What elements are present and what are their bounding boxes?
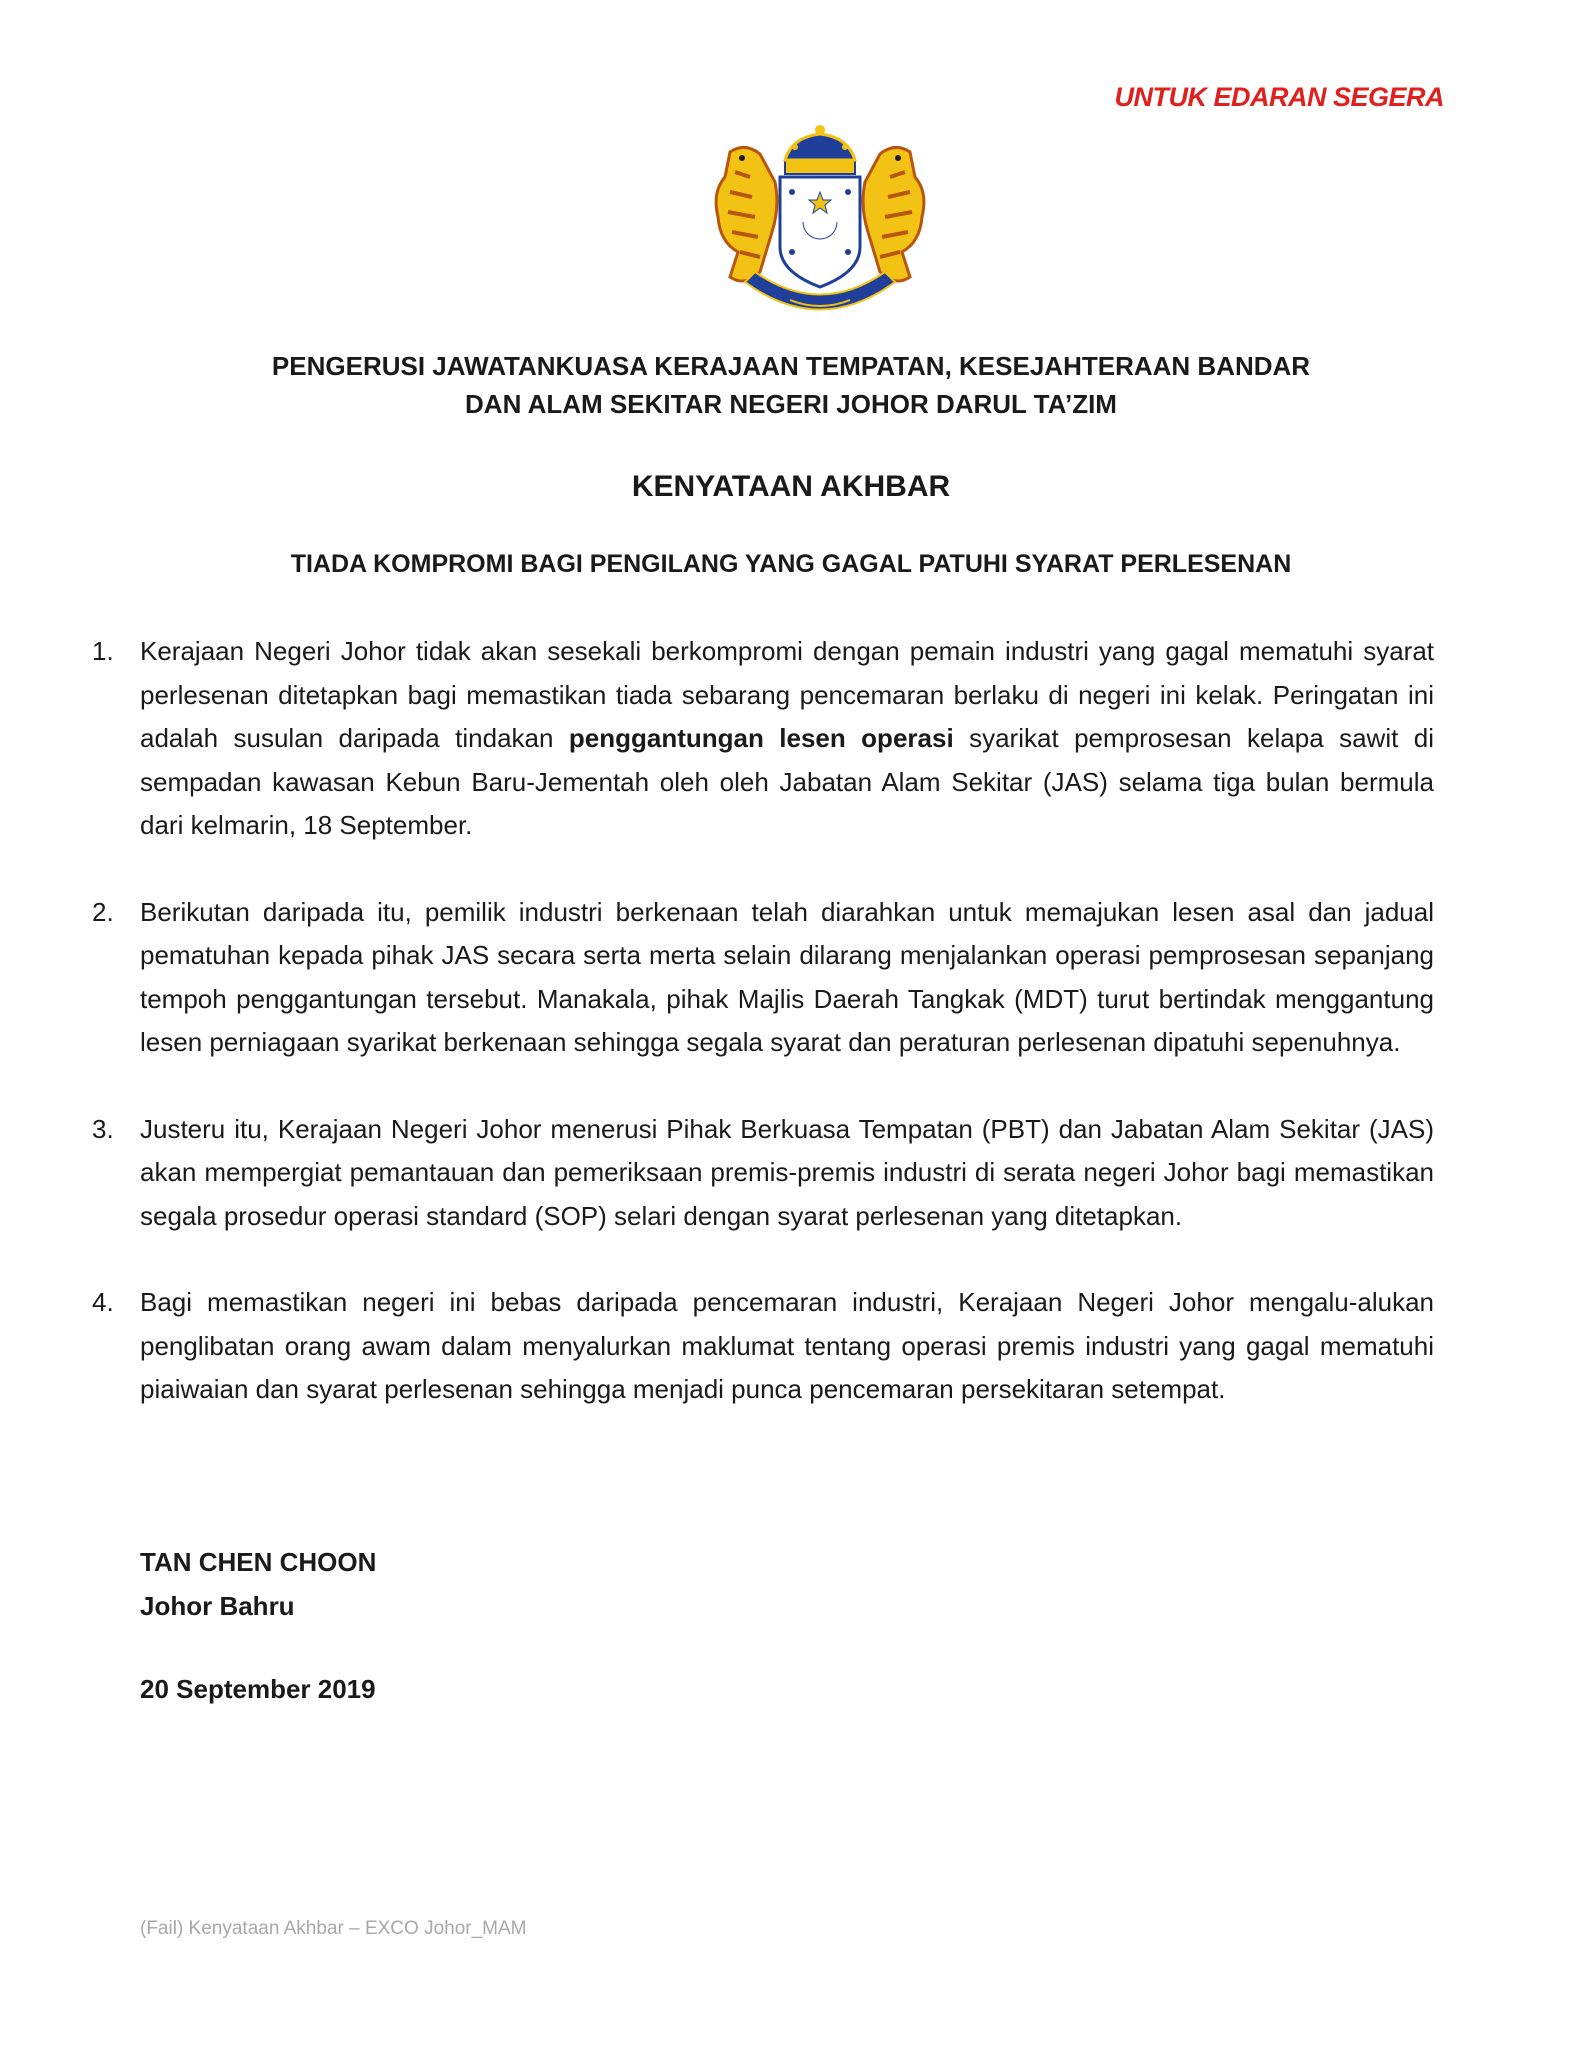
emphasis-text: penggantungan lesen operasi [568,723,954,753]
paragraph-text-end: syarikat pemprosesan kelapa sawit di sempadan kawasan Kebun Baru-Jementah oleh oleh Jabatan Alam Sekitar (JAS) selama tiga bulan bermula dari kelmarin, 18 September. [140,723,1434,840]
footer-file-ref: (Fail) Kenyataan Akhbar – EXCO Johor_MAM [140,1918,527,1939]
paragraph-number: 4. [92,1287,114,1317]
paragraph-2 [92,891,1434,1065]
paragraph-list [92,630,1434,1455]
paragraph-text: Bagi memastikan negeri ini bebas daripada pencemaran industri, Kerajaan Negeri Johor mengalu-alukan penglibatan orang awam dalam menyalurkan maklumat tentang operasi premis industri yang gagal mematuhi piaiwaian dan syarat perlesenan sehingga menjadi punca pencemaran persekitaran setempat. [140,1287,1434,1404]
department-heading [0,347,1582,423]
coat-of-arms-icon [690,122,950,322]
paragraph-number: 2. [92,896,114,927]
right-tiger-icon [863,147,924,281]
left-tiger-icon [716,147,777,281]
department-line-2: DAN ALAM SEKITAR NEGERI JOHOR DARUL TA’ZIM [465,389,1117,419]
signatory-place: Johor Bahru [140,1591,295,1621]
paragraph-3 [92,1108,1434,1239]
crown-icon [785,125,855,174]
paragraph-text [140,630,1434,848]
paragraph-1 [92,630,1434,848]
paragraph-number: 3. [92,1113,114,1144]
paragraph-text: Berikutan daripada itu, pemilik industri berkenaan telah diarahkan untuk memajukan lesen asal dan jadual pematuhan kepada pihak JAS secara serta merta selain dilarang menjalankan operasi pemprosesan sepanjang tempoh penggantungan tersebut. Manakala, pihak Majlis Daerah Tangkak (MDT) turut bertindak menggantung lesen perniagaan syarikat berkenaan sehingga segala syarat dan peraturan perlesenan dipatuhi sepenuhnya. [140,896,1434,1057]
department-line-1: PENGERUSI JAWATANKUASA KERAJAAN TEMPATAN, KESEJAHTERAAN BANDAR [271,351,1311,381]
paragraph-4 [92,1281,1434,1412]
document-type: KENYATAAN AKHBAR [631,470,951,503]
paragraph-number: 1. [92,636,114,666]
signatory-name: TAN CHEN CHOON [140,1547,377,1577]
paragraph-text: Justeru itu, Kerajaan Negeri Johor menerusi Pihak Berkuasa Tempatan (PBT) dan Jabatan Alam Sekitar (JAS) akan mempergiat pemantauan dan pemeriksaan premis-premis industri di serata negeri Johor bagi memastikan segala prosedur operasi standard (SOP) selari dengan syarat perlesenan yang ditetapkan. [140,1113,1434,1231]
release-label: UNTUK EDARAN SEGERA [1114,82,1444,112]
paragraph-text-start: Kerajaan Negeri Johor tidak akan sesekali berkompromi dengan pemain industri yang gagal mematuhi syarat perlesenan ditetapkan bagi memastikan tiada sebarang pencemaran berlaku di negeri ini kelak. Peringatan ini adalah susulan daripada tindakan [140,636,1434,753]
release-date: 20 September 2019 [140,1674,376,1704]
press-headline: TIADA KOMPROMI BAGI PENGILANG YANG GAGAL PATUHI SYARAT PERLESENAN [290,550,1292,578]
signoff-block [140,1540,376,1628]
shield-icon [780,177,860,287]
